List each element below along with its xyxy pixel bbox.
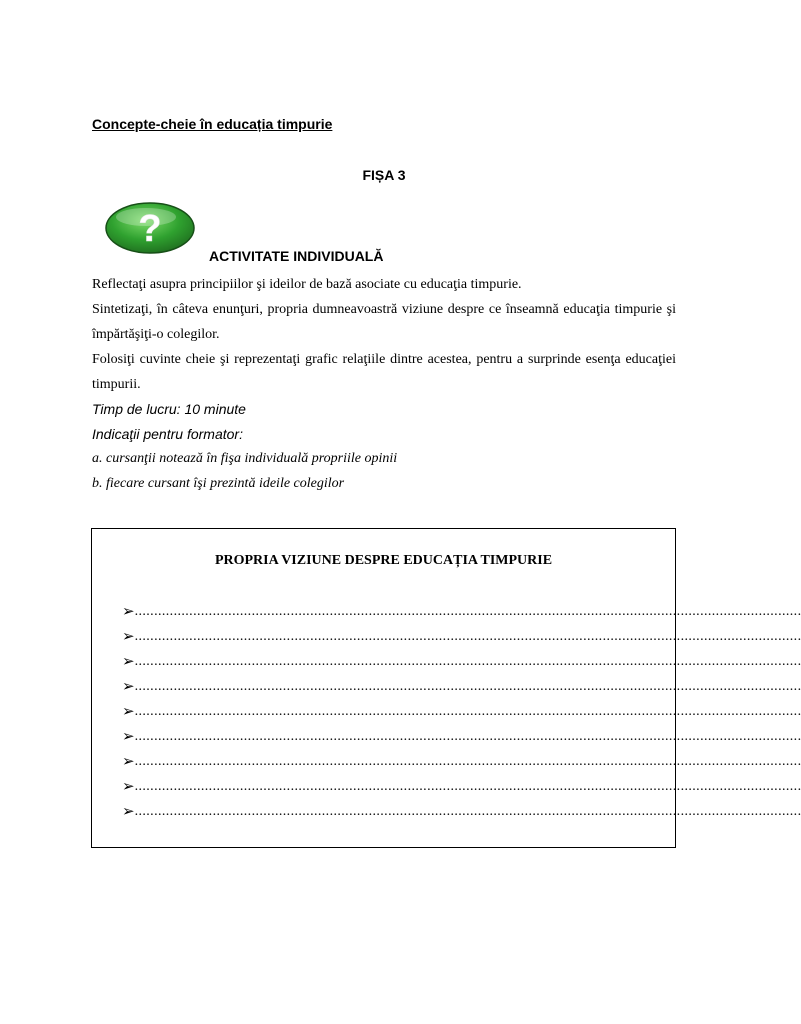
blank-line: ........................................................................................................................................................................... xyxy=(134,753,801,769)
sheet-number: FIȘA 3 xyxy=(362,167,406,183)
paragraph-synthesize: Sintetizaţi, în câteva enunţuri, propria dumneavoastră viziune despre ce înseamnă educaţia timpurie şi împărtăşiţi-o colegilor. xyxy=(92,302,676,342)
answer-line[interactable] xyxy=(122,749,801,774)
blank-line: ........................................................................................................................................................................... xyxy=(134,728,801,744)
blank-line: ........................................................................................................................................................................... xyxy=(134,603,801,619)
arrow-bullet-icon: ➢ xyxy=(122,703,135,720)
answer-line[interactable] xyxy=(122,649,801,674)
answer-line[interactable] xyxy=(122,774,801,799)
arrow-bullet-icon: ➢ xyxy=(122,603,135,620)
svg-text:?: ? xyxy=(138,208,162,250)
arrow-bullet-icon: ➢ xyxy=(122,728,135,745)
answer-line[interactable] xyxy=(122,799,801,824)
answer-line[interactable] xyxy=(122,699,801,724)
worksheet-title: PROPRIA VIZIUNE DESPRE EDUCAȚIA TIMPURIE xyxy=(214,553,553,568)
blank-line: ........................................................................................................................................................................... xyxy=(134,803,801,819)
answer-line[interactable] xyxy=(122,674,801,699)
activity-title: ACTIVITATE INDIVIDUALĂ xyxy=(209,248,384,264)
arrow-bullet-icon: ➢ xyxy=(122,628,135,645)
answer-line[interactable] xyxy=(122,724,801,749)
page-heading: Concepte-cheie în educația timpurie xyxy=(92,116,333,132)
answer-lines xyxy=(122,599,801,824)
answer-line[interactable] xyxy=(122,599,801,624)
blank-line: ........................................................................................................................................................................... xyxy=(134,628,801,644)
blank-line: ........................................................................................................................................................................... xyxy=(134,703,801,719)
trainer-instructions-label: Indicaţii pentru formator: xyxy=(92,426,243,442)
vision-worksheet-box xyxy=(91,528,801,848)
instruction-step-a: a. cursanţii notează în fişa individuală propriile opinii xyxy=(92,451,398,466)
blank-line: ........................................................................................................................................................................... xyxy=(134,653,801,669)
question-mark-icon xyxy=(92,193,204,259)
blank-line: ........................................................................................................................................................................... xyxy=(134,778,801,794)
arrow-bullet-icon: ➢ xyxy=(122,678,135,695)
arrow-bullet-icon: ➢ xyxy=(122,753,135,770)
answer-line[interactable] xyxy=(122,624,801,649)
arrow-bullet-icon: ➢ xyxy=(122,653,135,670)
paragraph-reflect: Reflectaţi asupra principiilor şi ideilor de bază asociate cu educaţia timpurie. xyxy=(92,277,522,292)
arrow-bullet-icon: ➢ xyxy=(122,803,135,820)
arrow-bullet-icon: ➢ xyxy=(122,778,135,795)
work-time: Timp de lucru: 10 minute xyxy=(92,401,246,417)
instruction-step-b: b. fiecare cursant îşi prezintă ideile colegilor xyxy=(92,476,345,491)
blank-line: ........................................................................................................................................................................... xyxy=(134,678,801,694)
paragraph-keywords: Folosiţi cuvinte cheie şi reprezentaţi grafic relaţiile dintre acestea, pentru a surprinde esenţa educaţiei timpurii. xyxy=(92,352,676,392)
